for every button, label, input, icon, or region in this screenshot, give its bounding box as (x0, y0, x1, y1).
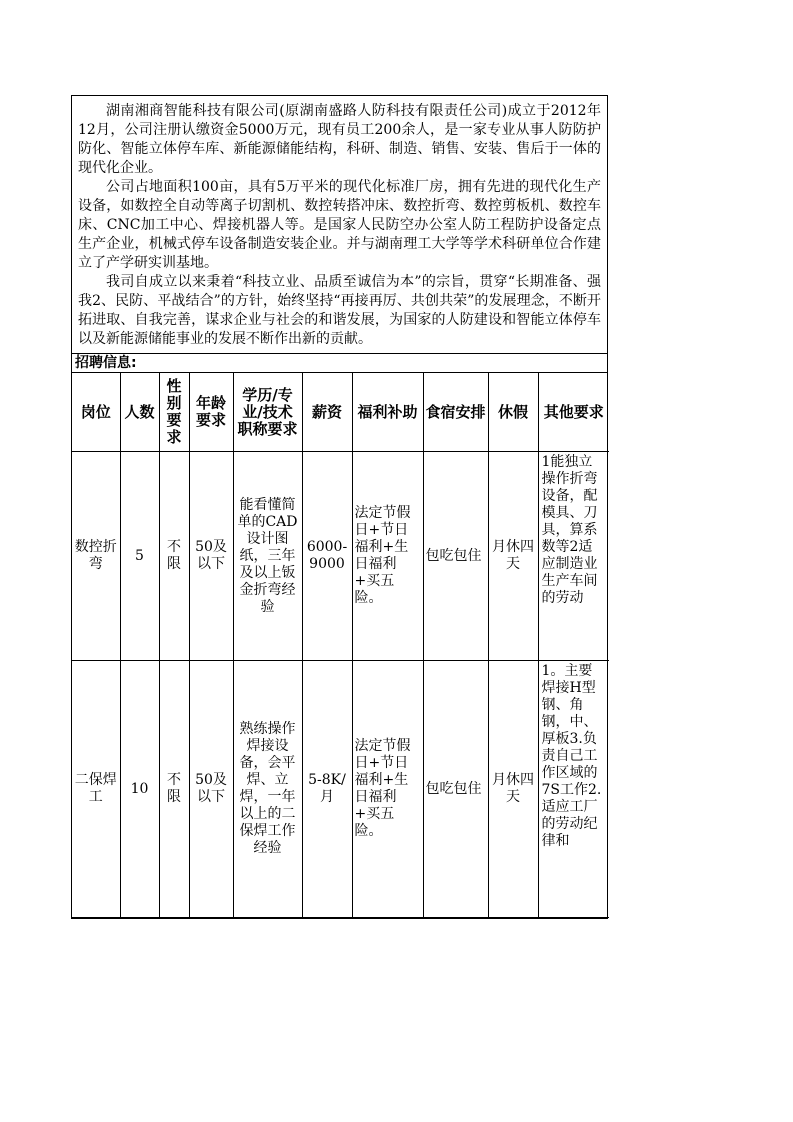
intro-paragraph: 我司自成立以来秉着“科技立业、品质至诚信为本”的宗旨，贯穿“长期准备、强我2、民防、平战结合”的方针，始终坚持“再接再厉、共创共荣”的发展理念，不断开拓进取、自我完善，谋求企业与社会的和谐发展，为国家的人防建设和智能立体停车以及新能源储能事业的发展不断作出新的贡献。 (78, 274, 601, 347)
cell-other-text: 1能独立操作折弯设备，配模具、刀具，算系数等2适应制造业生产车间的劳动 (541, 454, 598, 606)
cell-other (538, 661, 609, 918)
cell-gender: 不限 (159, 452, 189, 661)
header-education: 学历/专业/技术职称要求 (233, 373, 302, 452)
intro-paragraph: 公司占地面积100亩，具有5万平米的现代化标准厂房，拥有先进的现代化生产设备，如数控全自动等离子切割机、数控转搭冲床、数控折弯、数控剪板机、数控车床、CNC加工中心、焊接机器人等。是国家人民防空办公室人防工程防护设备定点生产企业，机械式停车设备制造安装企业。并与湖南理工大学等学术科研单位合作建立了产学研实训基地。 (78, 179, 601, 271)
recruit-title: 招聘信息: (72, 354, 607, 373)
header-vacation: 休假 (488, 373, 538, 452)
cell-salary: 6000-9000 (302, 452, 352, 661)
cell-other-text: 1。主要焊接H型钢、角钢，中、厚板3.负责自己工作区域的7S工作2.适应工厂的劳动纪律和 (541, 663, 602, 849)
recruitment-sheet (71, 95, 608, 919)
cell-other (538, 452, 609, 661)
cell-count: 10 (120, 661, 159, 918)
cell-education: 熟练操作焊接设备，会平焊、立焊，一年以上的二保焊工作经验 (233, 661, 302, 918)
recruit-table (72, 373, 609, 918)
header-count: 人数 (120, 373, 159, 452)
cell-position: 二保焊工 (72, 661, 120, 918)
header-gender: 性别要求 (159, 373, 189, 452)
cell-education: 能看懂简单的CAD设计图纸，三年及以上钣金折弯经验 (233, 452, 302, 661)
table-row (72, 452, 609, 661)
company-intro (72, 96, 607, 354)
intro-paragraph: 湖南湘商智能科技有限公司(原湖南盛路人防科技有限责任公司)成立于2012年12月，公司注册认缴资金5000万元，现有员工200余人，是一家专业从事人防防护防化、智能立体停车库、新能源储能结构，科研、制造、销售、安装、售后于一体的现代化企业。 (78, 103, 601, 176)
header-benefits: 福利补助 (352, 373, 423, 452)
cell-benefits: 法定节假日+节日福利+生日福利+买五险。 (352, 452, 423, 661)
cell-lodging: 包吃包住 (423, 452, 488, 661)
cell-vacation: 月休四天 (488, 452, 538, 661)
table-row (72, 661, 609, 918)
cell-position: 数控折弯 (72, 452, 120, 661)
cell-gender: 不限 (159, 661, 189, 918)
cell-vacation: 月休四天 (488, 661, 538, 918)
header-salary: 薪资 (302, 373, 352, 452)
table-header-row (72, 373, 609, 452)
cell-count: 5 (120, 452, 159, 661)
header-position: 岗位 (72, 373, 120, 452)
cell-age: 50及以下 (189, 661, 233, 918)
cell-age: 50及以下 (189, 452, 233, 661)
cell-lodging: 包吃包住 (423, 661, 488, 918)
header-lodging: 食宿安排 (423, 373, 488, 452)
cell-benefits: 法定节假日+节日福利+生日福利+买五险。 (352, 661, 423, 918)
header-age: 年龄要求 (189, 373, 233, 452)
header-other: 其他要求 (538, 373, 609, 452)
cell-salary: 5-8K/月 (302, 661, 352, 918)
